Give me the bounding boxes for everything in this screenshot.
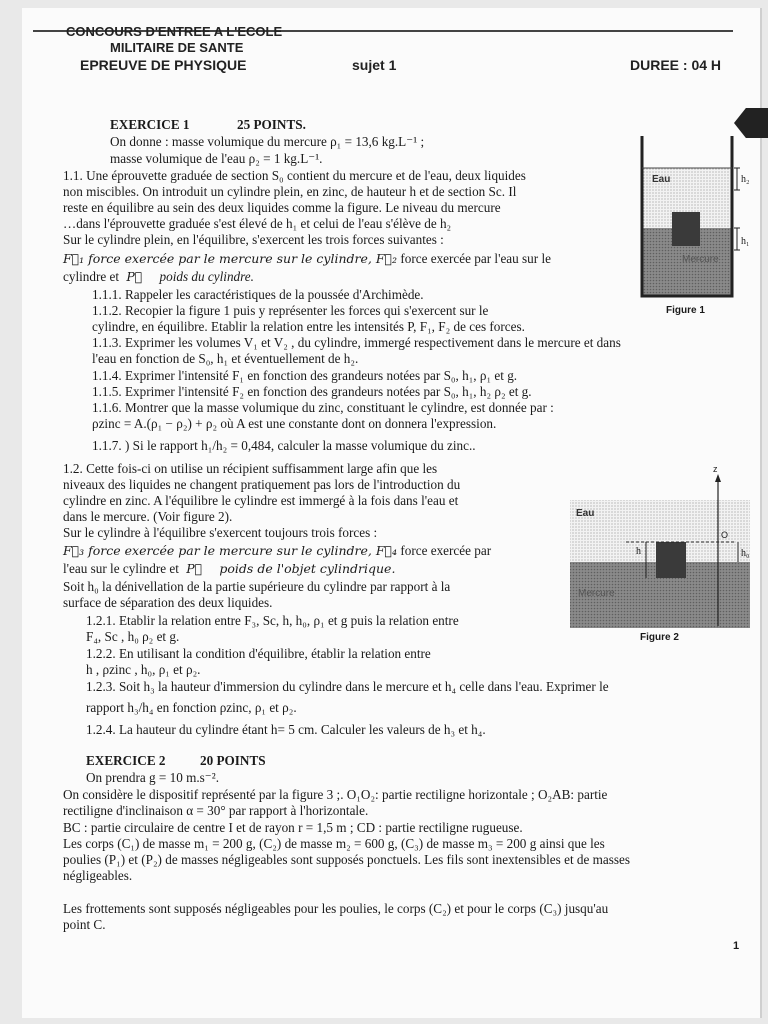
q122-line2: h , ρzinc , h₀, ρ₁ et ρ₂. [86,662,201,677]
ex1-p2-line4: dans le mercure. (Voir figure 2). [63,509,233,524]
q121-line2: F₄, Sc , h₀ ρ₂ et g. [86,629,180,644]
fig2-z-label: z [713,466,718,474]
force-p-desc: poids du cylindre. [159,269,254,284]
ex1-p1-line3: reste en équilibre au sein des deux liquides comme la figure. Le niveau du mercure [63,200,501,215]
ex1-points: 25 POINTS. [237,117,306,132]
forces2-line1 [63,543,491,559]
q117: 1.1.7. ) Si le rapport h₁/h₂ = 0,484, calculer la masse volumique du zinc.. [92,438,476,453]
q123-line2: rapport h₃/h₄ en fonction ρzinc, ρ₁ et ρ₂. [86,700,297,715]
header-line1: CONCOURS D'ENTREE A L'ECOLE [66,24,283,39]
ex1-given2: masse volumique de l'eau ρ₂ = 1 kg.L⁻¹. [110,151,323,166]
q124: 1.2.4. La hauteur du cylindre étant h= 5 cm. Calculer les valeurs de h₃ et h₄. [86,722,486,737]
q111: 1.1.1. Rappeler les caractéristiques de la poussée d'Archimède. [92,287,424,302]
q123-line1: 1.2.3. Soit h₃ la hauteur d'immersion du cylindre dans le mercure et h₄ celle dans l'eau. Exprimer le [86,679,609,694]
fig1-water-label: Eau [652,174,671,185]
ex1-given1: On donne : masse volumique du mercure ρ₁ = 13,6 kg.L⁻¹ ; [110,134,425,149]
ex1-p1-line1: 1.1. Une éprouvette graduée de section S₀ contient du mercure et de l'eau, deux liquides [63,168,526,183]
ex1-p2-line1: 1.2. Cette fois-ci on utilise un récipient suffisamment large afin que les [63,461,438,476]
q122-line1: 1.2.2. En utilisant la condition d'équilibre, établir la relation entre [86,646,431,661]
ex2-line4: BC : partie circulaire de centre I et de rayon r = 1,5 m ; CD : partie rectiligne rugueuse. [63,820,523,835]
figure-1-caption: Figure 1 [666,305,705,316]
ex1-p2-line6: Soit h₀ la dénivellation de la partie supérieure du cylindre par rapport à la [63,579,451,594]
q112-line2: cylindre, en équilibre. Etablir la relation entre les intensités P, F₁, F₂ de ces forces. [92,319,525,334]
ex1-p2-line7: surface de séparation des deux liquides. [63,595,273,610]
duration-label: DUREE : 04 H [630,57,722,73]
ex2-line6: poulies (P₁) et (P₂) de masses négligeables sont supposés ponctuels. Les fils sont inextensibles et de masses [63,852,631,867]
ex1-title: EXERCICE 1 [110,117,190,132]
header-line3: EPREUVE DE PHYSIQUE [80,57,247,73]
ex2-line7: négligeables. [63,868,133,883]
page-number: 1 [733,940,740,952]
fig2-water-label: Eau [576,508,595,519]
fig1-h2-label: h₂ [741,174,750,185]
ex2-line5: Les corps (C₁) de masse m₁ = 200 g, (C₂) de masse m₂ = 600 g, (C₃) de masse m₃ = 200 g ainsi que les [63,836,605,851]
ex1-p2-line2: niveaux des liquides ne changent pratiquement pas lors de l'introduction du [63,477,461,492]
force-p2-symbol: P⃗ [186,561,203,576]
ex2-title: EXERCICE 2 [86,753,166,768]
q112-line1: 1.1.2. Recopier la figure 1 puis y représenter les forces qui s'exercent sur le [92,303,489,318]
force-p-symbol: P⃗ [126,269,143,284]
ex2-line1: On prendra g = 10 m.s⁻². [86,770,219,785]
ex2-line8: Les frottements sont supposés négligeables pour les poulies, le corps (C₂) et pour le corps (C₃) jusqu'au [63,901,609,916]
fig2-h0-label: h₀ [741,548,750,559]
forces1-line2 [63,269,254,285]
figure-2-caption: Figure 2 [640,632,679,643]
q115: 1.1.5. Exprimer l'intensité F₂ en fonction des grandeurs notées par S₀, h₁, h₂ ρ₂ et g. [92,384,532,399]
force-p2-desc: poids de l'objet cylindrique. [219,561,396,576]
ex1-p2-line5: Sur le cylindre à l'équilibre s'exercent toujours trois forces : [63,525,378,540]
subject-label: sujet 1 [352,57,397,73]
forces2-line2 [63,561,395,577]
figure-2 [566,466,756,634]
force-f4-desc: force exercée par [400,543,492,558]
q113-line2: l'eau en fonction de S₀, h₁ et éventuellement de h₂. [92,351,359,366]
force-f3-f4-text: F⃗₃ force exercée par le mercure sur le cylindre, F⃗₄ [63,543,398,558]
force-f2-desc: force exercée par l'eau sur le [400,251,551,266]
ex2-line2: On considère le dispositif représenté par la figure 3 ;. O₁O₂: partie rectiligne horizontale ; O₂AB: partie [63,787,608,802]
fig1-mercury-label: Mercure [682,254,719,265]
ex1-p1-line5: Sur le cylindre plein, en l'équilibre, s'exercent les trois forces suivantes : [63,232,444,247]
q113-line1: 1.1.3. Exprimer les volumes V₁ et V₂ , du cylindre, immergé respectivement dans le mercure et dans [92,335,621,350]
ex1-p2-line3: cylindre en zinc. A l'équilibre le cylindre est immergé à la fois dans l'eau et [63,493,459,508]
fig2-h-label: h [636,546,641,557]
forces1-line1 [63,251,551,267]
q121-line1: 1.2.1. Etablir la relation entre F₃, Sc, h, h₀, ρ₁ et g puis la relation entre [86,613,459,628]
q116-line2: ρzinc = A.(ρ₁ − ρ₂) + ρ₂ où A est une constante dont on donnera l'expression. [92,416,497,431]
ex2-line9: point C. [63,917,106,932]
fig2-mercury-label: Mercure [578,588,615,599]
fig2-cylinder [656,542,686,578]
figure-1 [622,132,762,302]
fig2-o-label: O [721,530,729,540]
force-f1-f2-text: F⃗₁ force exercée par le mercure sur le cylindre, F⃗₂ [63,251,398,266]
force-cyl-label: cylindre et [63,269,120,284]
ex1-p1-line2: non miscibles. On introduit un cylindre plein, en zinc, de hauteur h et de section Sc. Il [63,184,517,199]
q114: 1.1.4. Exprimer l'intensité F₁ en fonction des grandeurs notées par S₀, h₁, ρ₁ et g. [92,368,518,383]
ex2-points: 20 POINTS [200,753,266,768]
header-line2: MILITAIRE DE SANTE [110,40,244,55]
q116-line1: 1.1.6. Montrer que la masse volumique du zinc, constituant le cylindre, est donnée par : [92,400,554,415]
ex2-line3: rectiligne d'inclinaison α = 30° par rapport à l'horizontale. [63,803,369,818]
ex1-p1-line4: …dans l'éprouvette graduée s'est élevé de h₁ et celui de l'eau s'élève de h₂ [63,216,452,231]
force-water-label: l'eau sur le cylindre et [63,561,179,576]
fig1-cylinder [672,212,700,246]
fig1-h1-label: h₁ [741,236,750,247]
